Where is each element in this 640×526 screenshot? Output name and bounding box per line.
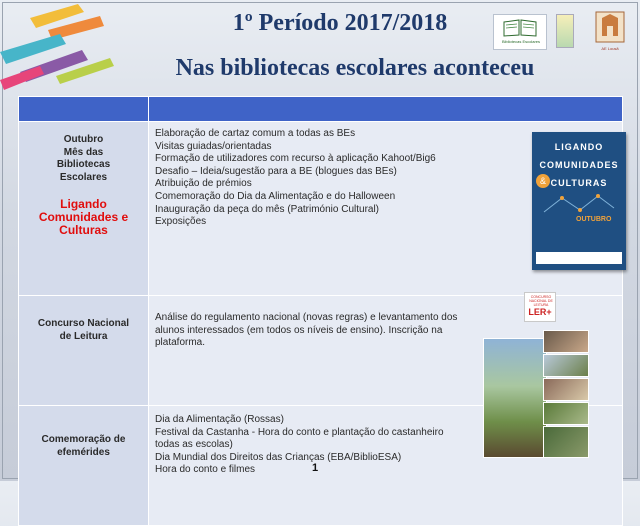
activity-item: Atribuição de prémios (155, 178, 252, 190)
poster-amp: & (536, 174, 550, 188)
row-label: Bibliotecas (56, 159, 111, 171)
table-header-cell (149, 97, 623, 122)
page-number: 1 (311, 462, 319, 474)
school-logo (590, 10, 630, 54)
page-title: 1º Período 2017/2018 (232, 10, 448, 36)
activity-item: Dia Mundial dos Direitos das Crianças (EBA/BiblioESA) (155, 451, 402, 463)
ler-badge-caption: CONCURSO NACIONAL DE LEITURA (529, 295, 553, 307)
rbe-logo-text: Bibliotecas Escolares (501, 39, 541, 44)
row-label: Outubro (63, 134, 104, 145)
collage-photo (543, 426, 589, 458)
activity-item: todas as escolas) (155, 439, 233, 451)
highlight-line: Ligando (60, 197, 107, 212)
campaign-poster-image (532, 132, 626, 270)
book-icon (502, 19, 538, 37)
activity-item: Hora do conto e filmes (155, 464, 256, 476)
highlight-line: Culturas (59, 223, 108, 238)
network-lines-icon (542, 192, 616, 218)
poster-month: OUTUBRO (576, 216, 612, 223)
school-emblem-icon (590, 10, 630, 46)
poster-title-line: COMUNIDADES (539, 160, 619, 170)
colored-strokes-decoration (0, 0, 150, 100)
highlight-line: Comunidades e (38, 210, 129, 225)
activity-item: Inauguração da peça do mês (Património Cultural) (155, 203, 380, 215)
highlight-label (20, 198, 147, 237)
table-header-row (19, 97, 623, 122)
row-label: efemérides (57, 446, 110, 458)
activity-item: Elaboração de cartaz comum a todas as BEs (155, 128, 356, 139)
activity-item: Análise do regulamento nacional (novas regras) e levantamento dos (155, 312, 458, 323)
activity-item: plataforma. (155, 337, 206, 349)
collage-photo (543, 402, 589, 425)
tree-planting-photo (483, 338, 547, 458)
row-label: de Leitura (59, 330, 108, 342)
ler-badge-logo: LER+ (528, 307, 552, 317)
poster-title-line: CULTURAS (550, 178, 608, 188)
row-label: Mês das (63, 146, 104, 158)
activity-item: Visitas guiadas/orientadas (155, 140, 272, 152)
row-label: Comemoração de (41, 434, 126, 445)
table-header-cell (19, 97, 149, 122)
row-label-cell (19, 122, 149, 296)
activity-item: Festival da Castanha - Hora do conto e plantação do castanheiro (155, 426, 444, 438)
side-logo (556, 14, 574, 48)
row-label-cell (19, 406, 149, 526)
row-label-cell (19, 296, 149, 406)
activity-item: alunos interessados (em todos os níveis de ensino). Inscrição na (155, 324, 443, 336)
collage-photo (543, 330, 589, 353)
collage-photo (543, 354, 589, 377)
poster-logo-strip (536, 252, 622, 264)
activity-item: Exposições (155, 216, 207, 228)
activity-item: Dia da Alimentação (Rossas) (155, 414, 284, 425)
page-subtitle: Nas bibliotecas escolares aconteceu (175, 55, 535, 81)
poster-title-line: LIGANDO (554, 142, 604, 152)
rbe-logo (493, 14, 547, 50)
row-label: Concurso Nacional (37, 318, 130, 329)
activity-item: Formação de utilizadores com recurso à aplicação Kahoot/Big6 (155, 153, 436, 165)
school-logo-text: AE Lousã (601, 46, 619, 51)
activity-item: Desafio – Ideia/sugestão para a BE (blogues das BEs) (155, 165, 397, 177)
activity-item: Comemoração do Dia da Alimentação e do Halloween (155, 190, 396, 202)
row-label: Escolares (59, 171, 108, 183)
photo-collage (483, 330, 589, 458)
ler-badge (524, 292, 556, 322)
collage-photo (543, 378, 589, 401)
